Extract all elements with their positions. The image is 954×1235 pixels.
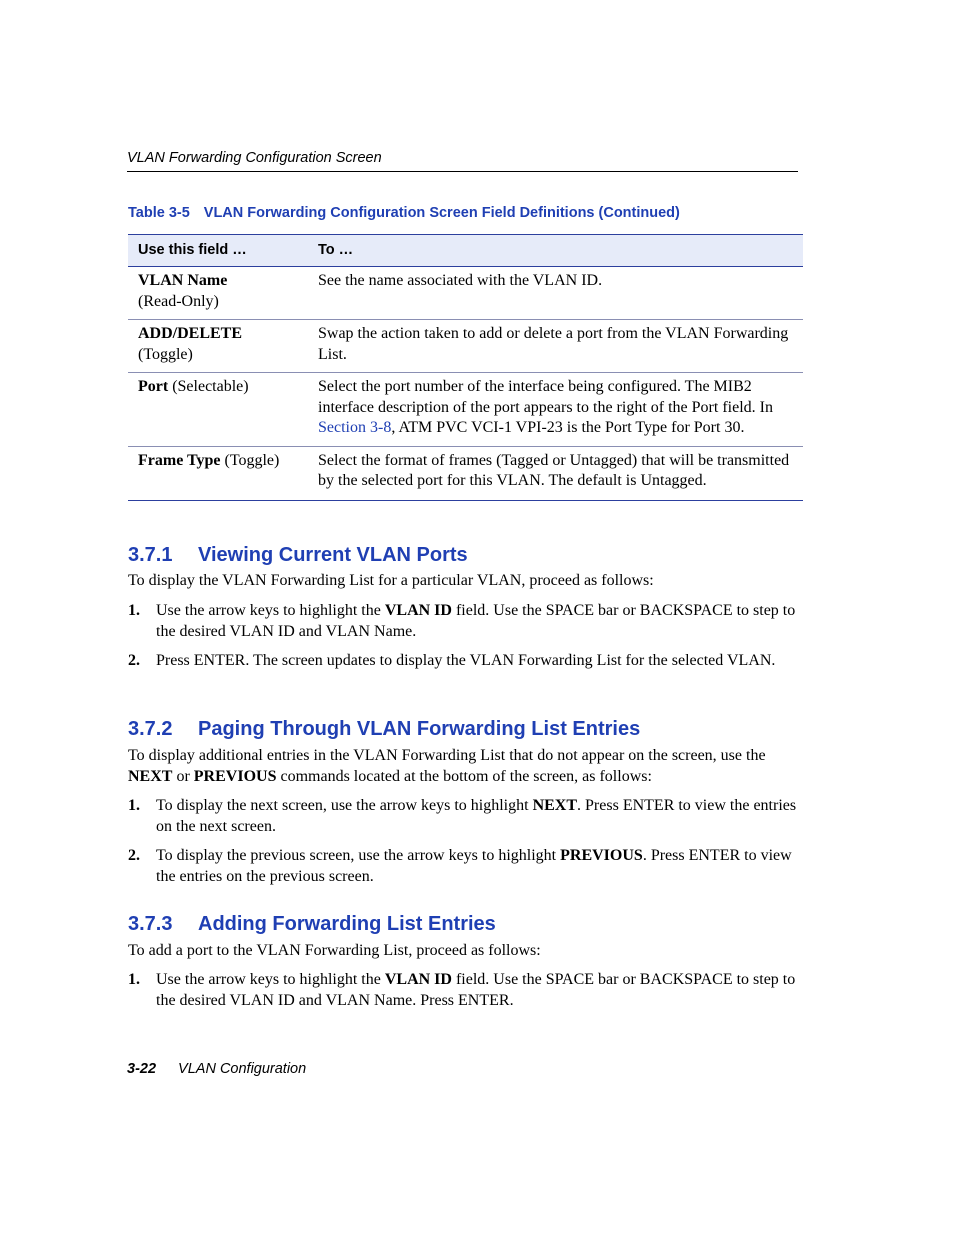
step-item [128, 970, 803, 1011]
field-cell [128, 373, 308, 447]
table-caption-number: Table 3-5 [128, 205, 190, 221]
step-number: 1. [128, 602, 140, 619]
section-heading-3-7-2 [128, 718, 640, 741]
chapter-title: VLAN Configuration [178, 1061, 307, 1077]
step-text: Use the arrow keys to highlight the VLAN ID field. Use the SPACE bar or BACKSPACE to step to the desired VLAN ID and VLAN Name. [156, 602, 796, 640]
header-to: To … [308, 235, 803, 267]
header-field: Use this field … [128, 235, 308, 267]
field-cell [128, 320, 308, 373]
section-intro: To display the VLAN Forwarding List for a particular VLAN, proceed as follows: [128, 572, 654, 589]
table-row [128, 446, 803, 500]
field-name: Port [138, 378, 169, 395]
step-number: 2. [128, 652, 140, 669]
page-footer [127, 1061, 306, 1077]
description-cell: See the name associated with the VLAN ID. [308, 267, 803, 320]
step-number: 1. [128, 971, 140, 988]
section-title: Paging Through VLAN Forwarding List Entries [198, 718, 641, 740]
field-qualifier: (Selectable) [172, 378, 249, 395]
description-cell [308, 373, 803, 447]
step-item [128, 601, 803, 642]
field-name: Frame Type [138, 451, 221, 469]
field-definitions-table [128, 234, 803, 501]
field-qualifier: (Toggle) [224, 451, 280, 469]
step-text: To display the previous screen, use the arrow keys to highlight PREVIOUS. Press ENTER to view the entries on the previous screen. [156, 847, 792, 885]
section-intro: To display additional entries in the VLAN Forwarding List that do not appear on the screen, use the NEXT or PREVIOUS commands located at the bottom of the screen, as follows: [128, 747, 766, 785]
step-number: 2. [128, 847, 140, 864]
step-text: Use the arrow keys to highlight the VLAN ID field. Use the SPACE bar or BACKSPACE to step to the desired VLAN ID and VLAN Name. Press ENTER. [156, 971, 796, 1009]
field-qualifier: (Toggle) [138, 345, 193, 363]
section-number: 3.7.1 [128, 544, 173, 566]
description-text: Select the port number of the interface being configured. The MIB2 interface description of the port appears to the right of the Port field. In [318, 378, 773, 416]
section-title: Adding Forwarding List Entries [198, 913, 496, 935]
table-row [128, 320, 803, 373]
field-name: ADD/DELETE [138, 325, 243, 342]
field-qualifier: (Read-Only) [138, 292, 219, 310]
section-number: 3.7.2 [128, 718, 173, 740]
table-row [128, 267, 803, 320]
description-text: , ATM PVC VCI-1 VPI-23 is the Port Type for Port 30. [391, 419, 745, 436]
section-intro: To add a port to the VLAN Forwarding List, proceed as follows: [128, 942, 541, 959]
running-head: VLAN Forwarding Configuration Screen [127, 150, 798, 172]
step-item [128, 651, 803, 672]
section-heading-3-7-1 [128, 544, 468, 567]
table-caption-title: VLAN Forwarding Configuration Screen Field Definitions (Continued) [203, 205, 680, 221]
step-item [128, 796, 803, 837]
field-cell [128, 267, 308, 320]
section-heading-3-7-3 [128, 913, 496, 936]
description-cell: Swap the action taken to add or delete a port from the VLAN Forwarding List. [308, 320, 803, 373]
section-title: Viewing Current VLAN Ports [198, 544, 468, 566]
table-row [128, 373, 803, 447]
field-cell [128, 446, 308, 500]
step-text: To display the next screen, use the arrow keys to highlight NEXT. Press ENTER to view the entries on the next screen. [156, 797, 797, 835]
section-link[interactable]: Section 3-8 [318, 419, 392, 436]
table-header-row [128, 235, 803, 267]
step-number: 1. [128, 797, 140, 814]
description-cell: Select the format of frames (Tagged or Untagged) that will be transmitted by the selected port for this VLAN. The default is Untagged. [308, 446, 803, 500]
page-number: 3-22 [127, 1061, 157, 1077]
field-name: VLAN Name [138, 272, 228, 289]
table-caption [128, 205, 680, 221]
step-text: Press ENTER. The screen updates to display the VLAN Forwarding List for the selected VLAN. [156, 652, 776, 669]
step-item [128, 846, 803, 887]
section-number: 3.7.3 [128, 913, 173, 935]
